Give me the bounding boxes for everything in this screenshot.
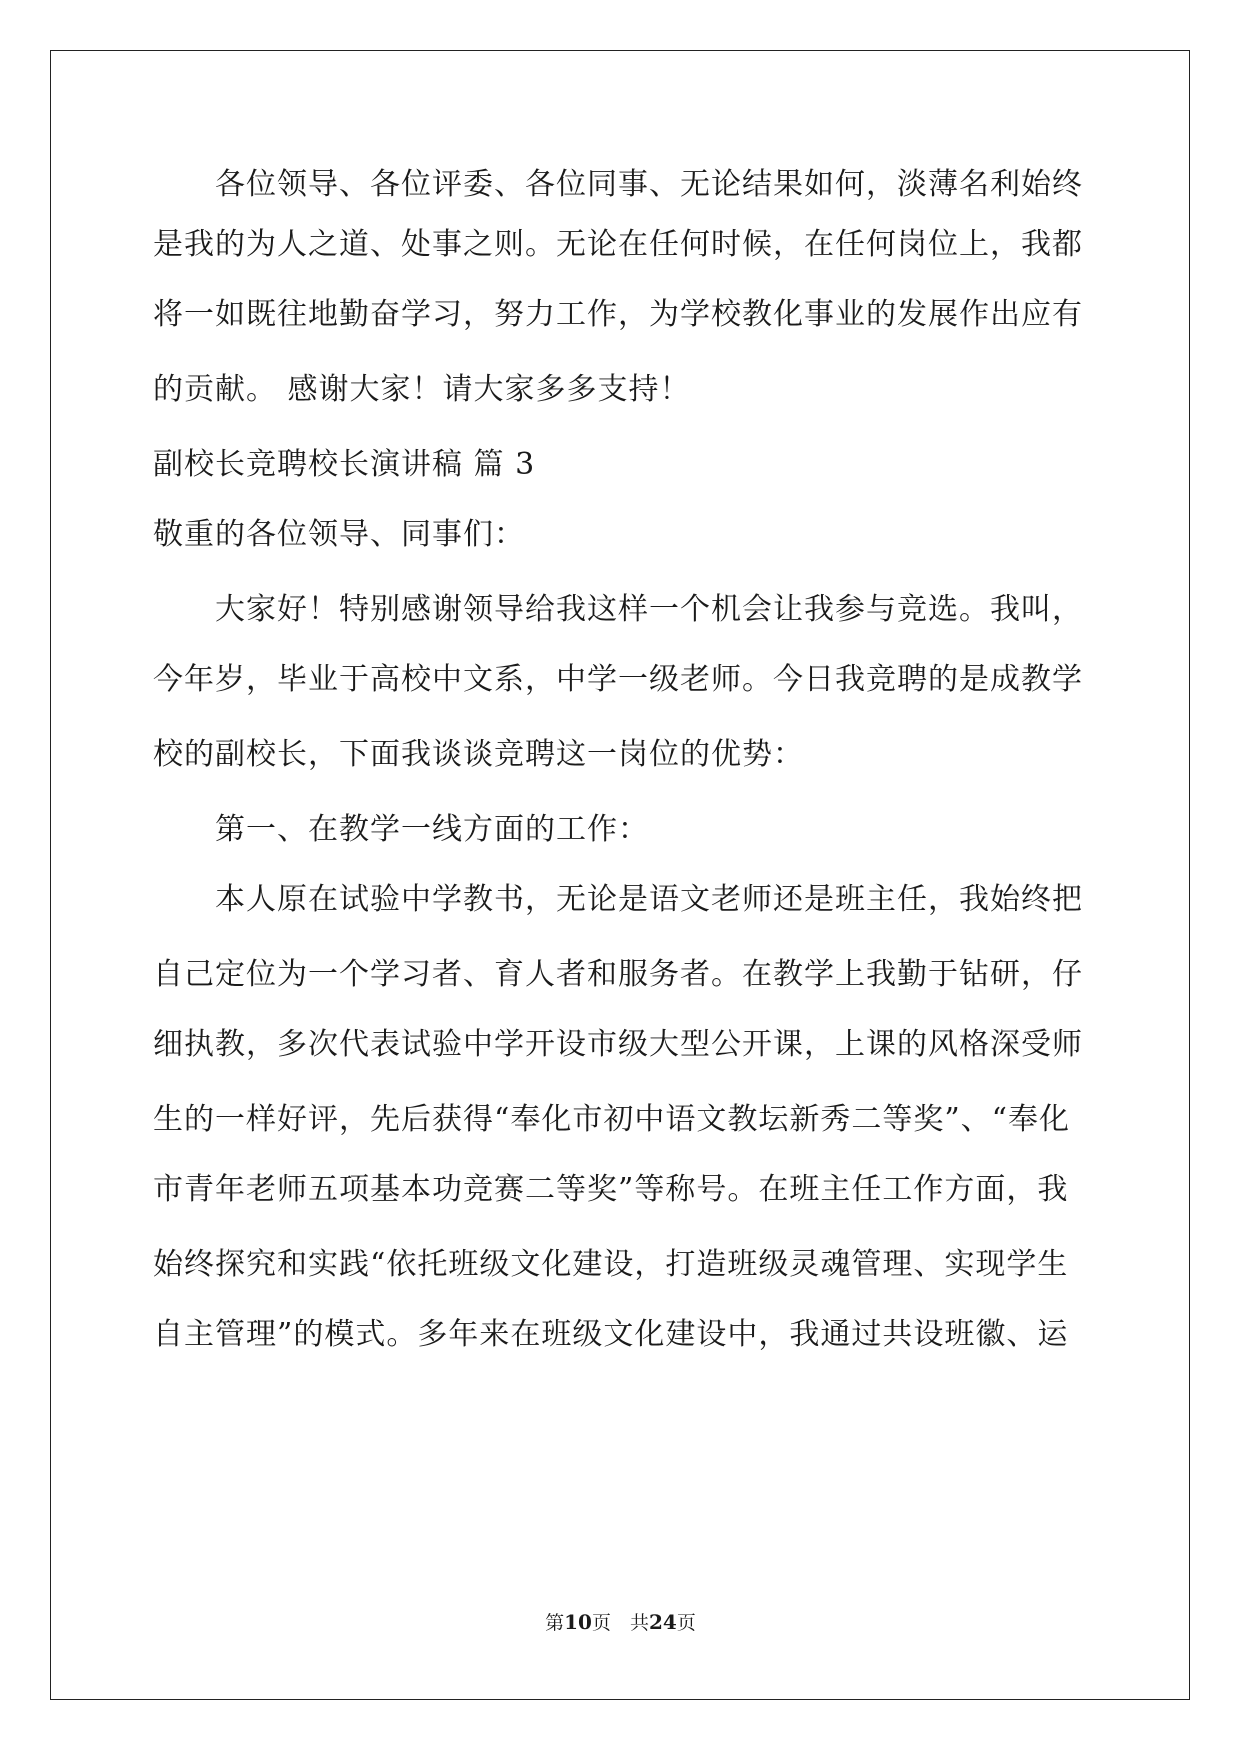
text-line: 的贡献。 感谢大家！请大家多多支持！ [153,372,691,407]
text-line: 自己定位为一个学习者、育人者和服务者。在教学上我勤于钻研，仔 [153,957,1083,992]
text-line: 第一、在教学一线方面的工作： [153,812,649,847]
total-pages-number: 24 [649,1610,677,1634]
section-heading: 副校长竞聘校长演讲稿 篇 3 [153,447,536,482]
text-line: 将一如既往地勤奋学习，努力工作，为学校教化事业的发展作出应有 [153,297,1083,332]
text-line: 生的一样好评，先后获得“奉化市初中语文教坛新秀二等奖”、“奉化 [153,1102,1071,1137]
text-line: 市青年老师五项基本功竞赛二等奖”等称号。在班主任工作方面，我 [153,1172,1069,1207]
page-footer [0,1610,1241,1635]
text-line: 自主管理”的模式。多年来在班级文化建设中，我通过共设班徽、运 [153,1317,1069,1352]
text-line: 始终探究和实践“依托班级文化建设，打造班级灵魂管理、实现学生 [153,1247,1069,1282]
text-line: 细执教，多次代表试验中学开设市级大型公开课，上课的风格深受师 [153,1027,1083,1062]
text-line: 校的副校长，下面我谈谈竞聘这一岗位的优势： [153,737,804,772]
footer-suffix: 页 [676,1612,696,1634]
footer-prefix: 第 [545,1612,565,1634]
salutation: 敬重的各位领导、同事们： [153,517,525,552]
current-page-number: 10 [564,1610,592,1634]
text-line: 各位领导、各位评委、各位同事、无论结果如何，淡薄名利始终 [153,167,1083,202]
text-line: 是我的为人之道、处事之则。无论在任何时候，在任何岗位上，我都 [153,227,1083,262]
text-line: 大家好！特别感谢领导给我这样一个机会让我参与竞选。我叫， [153,592,1083,627]
text-line: 今年岁，毕业于高校中文系，中学一级老师。今日我竞聘的是成教学 [153,662,1083,697]
text-line: 本人原在试验中学教书，无论是语文老师还是班主任，我始终把 [153,882,1083,917]
footer-middle: 页 共 [591,1612,649,1634]
